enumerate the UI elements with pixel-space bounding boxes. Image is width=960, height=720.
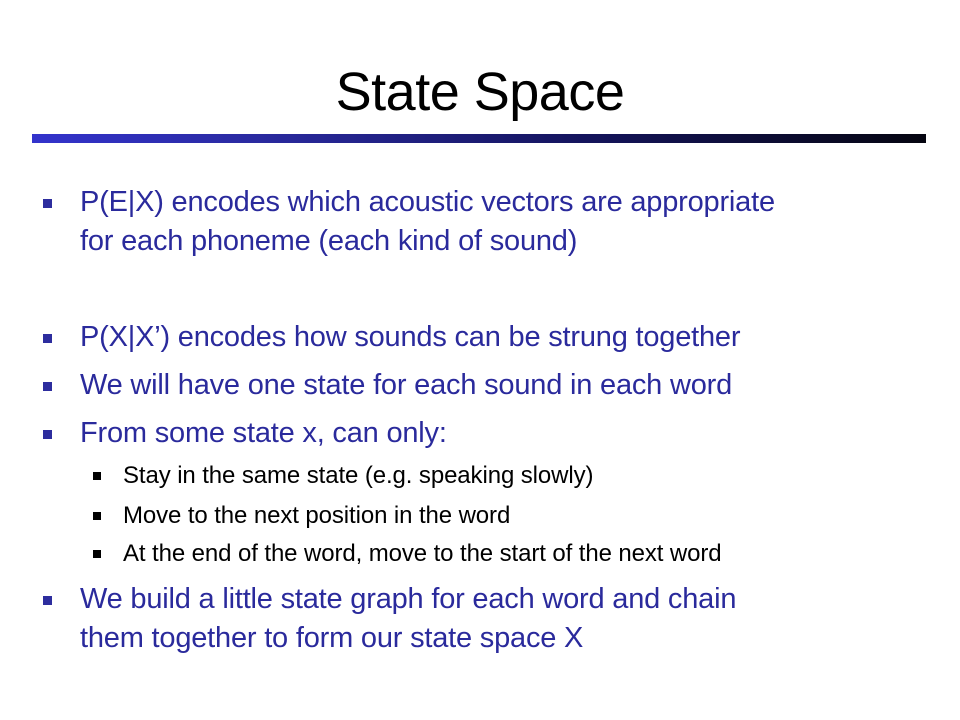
bullet-marker — [43, 334, 52, 343]
bullet-marker — [43, 596, 52, 605]
bullet-marker — [43, 382, 52, 391]
sub-bullet-marker — [93, 512, 101, 520]
bullet-text-line: for each phoneme (each kind of sound) — [80, 225, 578, 257]
bullet-text-line: P(E|X) encodes which acoustic vectors are appropriate — [80, 186, 775, 218]
bullet-text-line: From some state x, can only: — [80, 417, 447, 449]
title-divider — [32, 134, 926, 143]
sub-bullet-marker — [93, 550, 101, 558]
sub-bullet-marker — [93, 472, 101, 480]
bullet-text-line: P(X|X’) encodes how sounds can be strung together — [80, 321, 741, 353]
bullet-marker — [43, 199, 52, 208]
bullet-text-line: We will have one state for each sound in each word — [80, 369, 733, 401]
slide-title: State Space — [335, 62, 625, 122]
sub-bullet-text: Move to the next position in the word — [123, 502, 511, 529]
bullet-text-line: We build a little state graph for each word and chain — [80, 583, 737, 615]
sub-bullet-text: Stay in the same state (e.g. speaking slowly) — [123, 462, 594, 489]
bullet-marker — [43, 430, 52, 439]
sub-bullet-text: At the end of the word, move to the start of the next word — [123, 540, 722, 567]
bullet-text-line: them together to form our state space X — [80, 622, 584, 654]
